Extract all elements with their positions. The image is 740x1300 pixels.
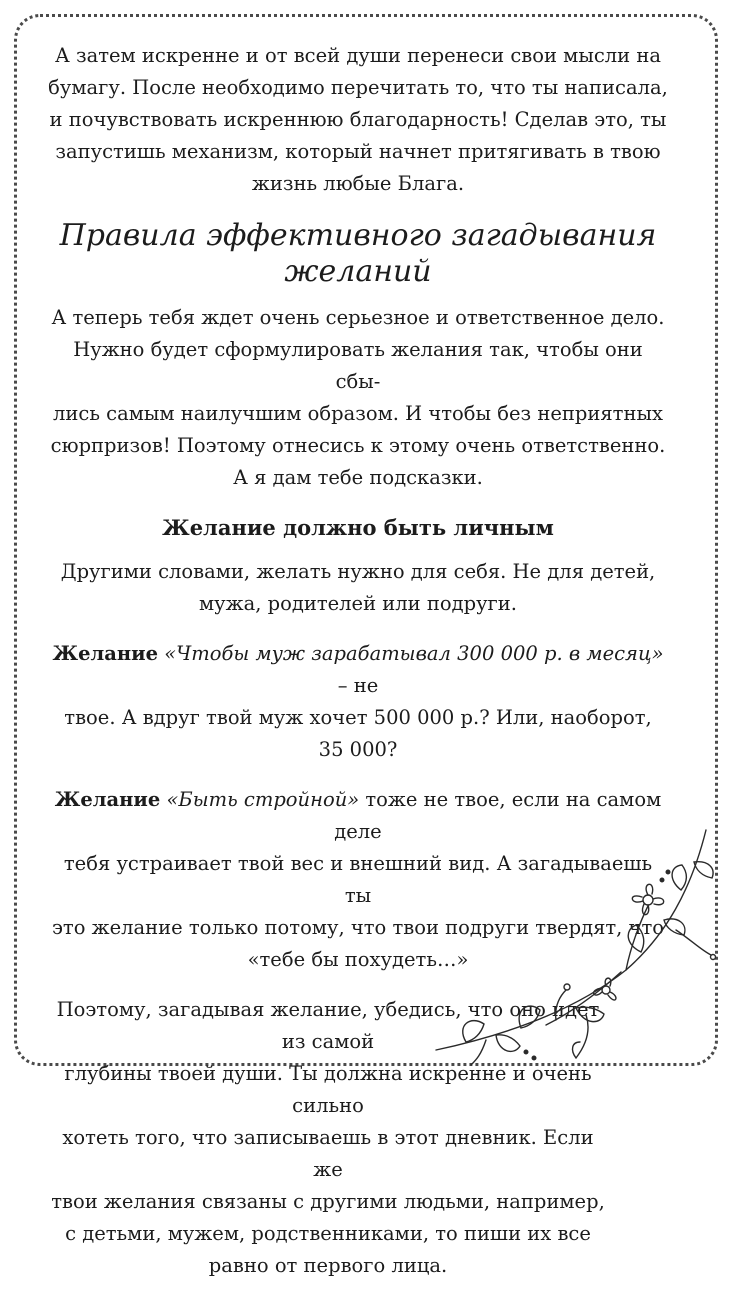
section-title-line-2: желаний	[284, 254, 432, 289]
text-line: 35 000?	[318, 738, 398, 761]
intro-paragraph	[48, 40, 668, 200]
section-title-line-1: Правила эффективного загадывания	[59, 218, 657, 253]
example-1-rest: – не	[337, 674, 379, 697]
text-line: Нужно будет сформулировать желания так, чтобы они сбы-	[73, 338, 643, 393]
section-title	[48, 218, 668, 290]
text-line: «тебе бы похудеть…»	[247, 948, 469, 971]
text-line: это желание только потому, что твои подруги твердят, что	[52, 916, 664, 939]
text-line: глубины твоей души. Ты должна искренне и очень сильно	[64, 1062, 592, 1117]
text-line	[48, 638, 668, 702]
text-line: А теперь тебя ждет очень серьезное и ответственное дело.	[51, 306, 665, 329]
text-line: бумагу. После необходимо перечитать то, что ты написала,	[48, 76, 668, 99]
text-line: твое. А вдруг твой муж хочет 500 000 р.? Или, наоборот,	[64, 706, 652, 729]
text-line: запустишь механизм, который начнет притягивать в твою	[55, 140, 661, 163]
text-line: Поэтому, загадывая желание, убедись, что оно идет из самой	[56, 998, 600, 1053]
example-2-quote: «Быть стройной»	[166, 788, 360, 811]
text-line: Другими словами, желать нужно для себя. Не для детей,	[60, 560, 656, 583]
text-line: А я дам тебе подсказки.	[233, 466, 483, 489]
text-line: тебя устраивает твой вес и внешний вид. А загадываешь ты	[63, 852, 653, 907]
personal-paragraph	[48, 556, 668, 620]
floral-ornament-icon	[426, 820, 726, 1070]
text-line: лись самым наилучшим образом. И чтобы без неприятных	[53, 402, 663, 425]
text-line: мужа, родителей или подруги.	[199, 592, 517, 615]
text-line: хотеть того, что записываешь в этот дневник. Если же	[62, 1126, 594, 1181]
text-line: с детьми, мужем, родственниками, то пиши их все	[65, 1222, 591, 1245]
example-1-lead: Желание	[52, 642, 159, 665]
text-line: твои желания связаны с другими людьми, например,	[51, 1190, 605, 1213]
subheading: Желание должно быть личным	[162, 515, 554, 540]
text-line: сюрпризов! Поэтому отнесись к этому очень ответственно.	[50, 434, 666, 457]
section-intro-paragraph	[48, 302, 668, 494]
example-2-rest: тоже не твое, если на самом деле	[334, 788, 662, 843]
example-2-lead: Желание	[54, 788, 161, 811]
example-1-paragraph	[48, 638, 668, 766]
text-line: А затем искренне и от всей души перенеси свои мысли на	[54, 44, 661, 67]
text-line: и почувствовать искреннюю благодарность! Сделав это, ты	[49, 108, 667, 131]
text-line: равно от первого лица.	[208, 1254, 448, 1277]
example-1-quote: «Чтобы муж зарабатывал 300 000 р. в месяц»	[164, 642, 664, 665]
page-content	[48, 40, 668, 1300]
text-line: жизнь любые Блага.	[251, 172, 465, 195]
